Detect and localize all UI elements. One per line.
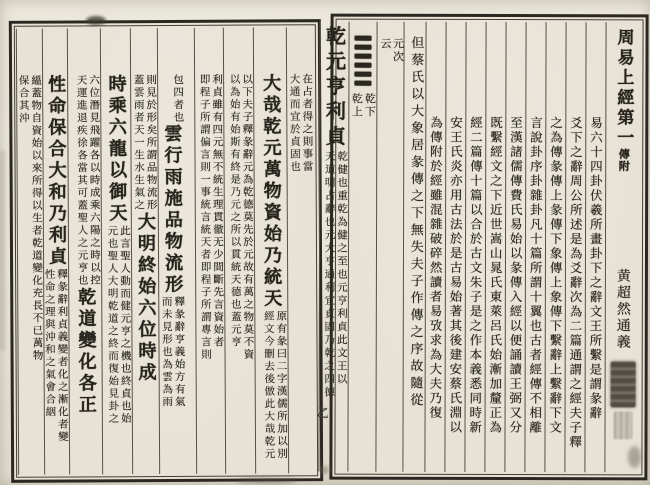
commentary-block xyxy=(320,151,349,400)
title-column xyxy=(604,22,640,472)
preface-column xyxy=(424,22,445,472)
preface-text: 為傳附於經雖混雜破碎然讀者易攷求為大夫乃復 xyxy=(427,115,444,421)
commentary-block xyxy=(159,296,186,409)
collector-seal xyxy=(610,361,635,407)
commentary-line-right: 則見於形矣所謂品物流形 xyxy=(145,74,158,212)
text-column xyxy=(130,28,159,474)
preface-column xyxy=(444,22,465,472)
commentary-line-left: 蓋雲雨者天一生水生氣之 xyxy=(132,74,146,212)
commentary-block xyxy=(102,225,132,425)
commentary-line-right: 乾健也重乾為健之至也元亨利貞此文王以 xyxy=(335,150,349,387)
paragraph-note-column xyxy=(402,22,425,472)
commentary-line-left: 乾上 xyxy=(350,92,364,119)
preface-text: 安王氏炎亦用古法於是古易始著其後建安蔡氏淵以 xyxy=(447,115,464,435)
faint-seal xyxy=(613,411,632,439)
classic-large-text: 雲行雨施品物流形 xyxy=(161,123,184,297)
left-page-columns xyxy=(17,27,315,475)
commentary-block xyxy=(131,74,158,212)
text-column xyxy=(286,27,315,473)
commentary-line-right: 元次 xyxy=(391,37,405,64)
commentary-line-right: 在占者得之則事當 xyxy=(301,73,314,174)
author-name: 黄超然通義 xyxy=(614,268,631,351)
commentary-line-right: 以下夫子釋彖辭元為乾德莫先於元故有萬之物莫不資 xyxy=(241,73,255,362)
text-column xyxy=(194,28,225,474)
commentary-line-right: 包四者也 xyxy=(172,73,185,124)
classic-large-text: 性命保合大和乃利貞 xyxy=(45,74,68,269)
catalog-note xyxy=(377,38,403,64)
commentary-line-left: 云 xyxy=(379,37,393,51)
commentary-block xyxy=(158,74,184,124)
hexagram-qian-icon xyxy=(354,34,371,88)
trigram-labels xyxy=(349,93,376,119)
commentary-block xyxy=(287,73,314,173)
preface-text: 易六十四卦伏羲所畫卦下之辭文王所繫是謂彖辭 xyxy=(587,116,604,421)
text-column xyxy=(157,28,186,474)
commentary-line-left: 經文今刪去後倣此大哉乾元 xyxy=(262,309,276,460)
preface-text: 至漢諸儒傳費氏易始以彖傳入經以便誦讀王弼又分 xyxy=(507,116,524,436)
hexagram-line xyxy=(354,54,371,59)
commentary-line-left: 元也聖人大明乾道之終而復始見卦之 xyxy=(106,224,120,425)
page-right xyxy=(322,14,648,481)
commentary-line-right: 六位潛見飛躍各以時成乘六陽之時以控 xyxy=(88,74,102,287)
note-text: 但蔡氏以大象居彖傳之下無失夫子作傳之序故隨從 xyxy=(407,35,424,410)
classic-large-text: 大明終始六位時成 xyxy=(134,211,157,384)
preface-text: 言說卦序卦雜卦凡十篇所謂十翼也古者經傳不相離 xyxy=(527,116,544,436)
commentary-line-left: 性命之理與沖和之氣會合絪 xyxy=(43,268,57,419)
commentary-line-left: 保合其沖 xyxy=(17,74,30,125)
hexagram-line xyxy=(354,72,371,77)
preface-column xyxy=(584,22,605,472)
preface-column xyxy=(564,22,585,472)
commentary-block xyxy=(195,74,225,362)
classic-large-text: 時乘六龍以御天 xyxy=(105,74,128,225)
commentary-line-left: 即程子所謂偏言則一事統言統天者即程子所謂專言則 xyxy=(198,73,213,362)
text-column xyxy=(42,29,69,475)
hexagram-column xyxy=(347,22,376,472)
commentary-line-right: 縕蓋物自資始以來所得以生者乾道變化充長不已萬物 xyxy=(30,74,44,363)
text-column xyxy=(253,27,288,473)
preface-column xyxy=(464,22,485,472)
commentary-block xyxy=(44,268,69,443)
preface-column xyxy=(544,22,565,472)
book-title xyxy=(612,22,634,172)
title-text: 周易上經第一 xyxy=(613,28,634,149)
commentary-block xyxy=(68,74,101,287)
preface-text: 既繫經文之下近世嵩山晁氏東萊呂氏始漸加釐正為 xyxy=(487,115,504,436)
hexagram-line xyxy=(355,45,372,50)
preface-text: 經二篇傳十篇以合於古文朱子是之作本義悉同時新 xyxy=(467,115,484,435)
commentary-line-right: 原有彖曰二字漢儒所加以別 xyxy=(275,309,289,460)
hexagram-line xyxy=(354,81,371,86)
hexagram-line xyxy=(355,36,372,41)
scan-edge-shadow xyxy=(0,150,4,350)
classic-large-text: 大哉乾元萬物資始乃統天 xyxy=(260,73,283,311)
preface-column xyxy=(524,22,545,472)
commentary-line-right: 此言聖人動而健元亨之機也終貞也始 xyxy=(118,224,132,425)
catalog-note-column xyxy=(375,22,403,472)
fold-collation-mark: 乙 xyxy=(316,405,330,421)
commentary-line-left: 天道明占辭也元大亨通利宜貞固乃乾之四德 xyxy=(323,150,336,400)
subtitle-text: 傳附 xyxy=(617,148,631,173)
commentary-line-left: 大通而宜於貞固也 xyxy=(288,73,302,174)
text-column xyxy=(67,28,102,474)
preface-column xyxy=(484,22,505,472)
commentary-block xyxy=(17,75,44,363)
preface-column xyxy=(504,22,525,472)
classic-large-text: 乾元亨利貞 xyxy=(322,25,347,151)
commentary-line-left: 以為始有始斯有終是乃元之所以貫統天德也蓋元亨 xyxy=(228,73,243,349)
commentary-block xyxy=(224,74,255,362)
commentary-line-right: 釋彖辭利貞義變者化之漸化者變 xyxy=(56,268,70,444)
commentary-line-left: 天運進退疾徐各當其可蓋聖人之元亨也 xyxy=(75,74,89,287)
commentary-line-right: 乾下 xyxy=(363,92,377,119)
text-column xyxy=(223,28,255,474)
text-column xyxy=(16,29,44,475)
commentary-line-left: 而未見形也為雲為雨 xyxy=(160,295,174,409)
hexagram-line xyxy=(354,63,371,68)
commentary-line-right: 利貞雖有四元無不統生理貫徹无少間斷先言資始者 xyxy=(211,73,225,349)
preface-text: 之為傳彖傳上彖傳下象傳上象傳下繫辭上繫辭下文 xyxy=(547,116,564,436)
commentary-line-right: 釋彖辭亨義始方有氣 xyxy=(173,295,186,409)
right-page-columns xyxy=(322,22,640,473)
classic-large-text: 乾道變化各正 xyxy=(75,286,97,416)
preface-text: 爻下之辭周公所述是為爻辭次為二篇通謂之經夫子釋 xyxy=(567,116,584,450)
text-column xyxy=(100,28,132,474)
commentary-block xyxy=(255,310,288,460)
page-left xyxy=(9,19,323,483)
